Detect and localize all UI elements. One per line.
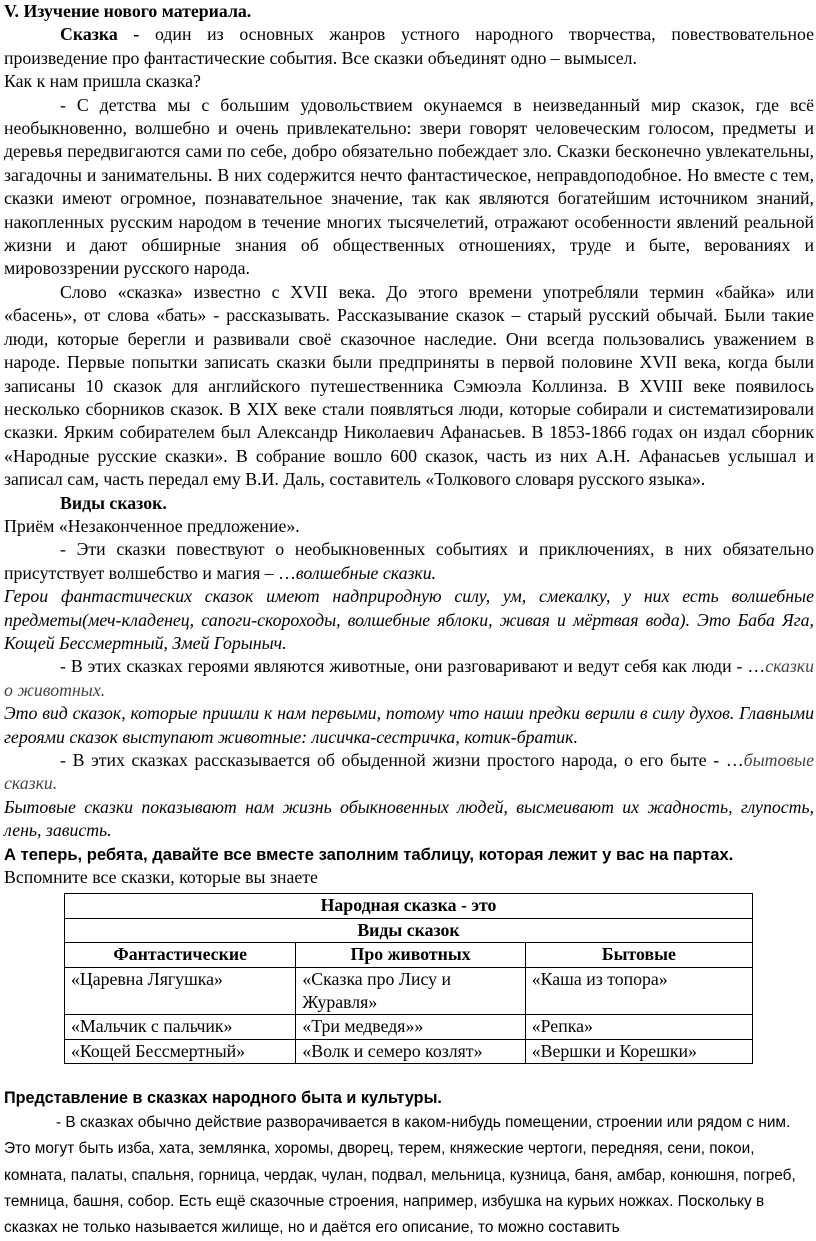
table-header-row <box>65 943 753 967</box>
table-cell: «Сказка про Лису и Журавля» <box>296 967 525 1015</box>
magic-answer: волшебные сказки. <box>295 562 437 583</box>
everyday-answer: бытовые сказки. <box>4 750 814 794</box>
fairy-tale-table-wrap <box>64 893 753 1064</box>
table-cell: «Вершки и Корешки» <box>525 1039 752 1063</box>
table-row <box>65 1039 753 1063</box>
everyday-lead-text: - В этих сказках рассказывается об обыденной жизни простого народа, о его быте - … <box>60 750 744 770</box>
everyday-description: Бытовые сказки показывают нам жизнь обыкновенных людей, высмеивают их жадность, глупость, лень, зависть. <box>4 796 814 841</box>
definition-term: Сказка - <box>60 24 140 45</box>
paragraph-childhood: - С детства мы с большим удовольствием окунаемся в неизведанный мир сказок, где всё необыкновенно, волшебно и очень привлекательно: звери говорят человеческим голосом, предметы и деревья передвигаются сами по себе, добро обязательно побеждает зло. Сказки бесконечно увлекательны, загадочны и занимательны. В них содержится нечто фантастическое, неправдоподобное. Но вместе с тем, сказки имеют огромное, познавательное значение, так как являются богатейшим источником знаний, накопленных русским народом в течение многих тысячелетий, отражают особенности явлений реальной жизни и дают обширные знания об общественных отношениях, труде и быте, верованиях и мировоззрении русского народа. <box>4 94 814 279</box>
table-cell: «Кощей Бессмертный» <box>65 1039 296 1063</box>
everyday-lead <box>4 749 814 796</box>
magic-description: Герои фантастических сказок имеют надприродную силу, ум, смекалку, у них есть волшебные предметы(меч-кладенец, сапоги-скороходы, волшебные яблоки, живая и мёртвая вода). Это Баба Яга, Кощей Бессмертный, Змей Горыныч. <box>4 586 814 653</box>
table-subtitle: Виды сказок <box>65 918 753 942</box>
table-title: Народная сказка - это <box>65 894 753 918</box>
table-cell: «Репка» <box>525 1015 752 1039</box>
culture-heading: Представление в сказках народного быта и культуры. <box>4 1089 442 1108</box>
culture-paragraph: - В сказках обычно действие разворачивается в каком-нибудь помещении, строении или рядом с ним. Это могут быть изба, хата, землянка, хоромы, дворец, терем, княжеские чертоги, передняя, сени, покои, комната, палаты, спальня, горница, чердак, чулан, подвал, мельница, кузница, баня, амбар, конюшня, погреб, темница, башня, собор. Есть ещё сказочные строения, например, избушка на курьих ножках. Поскольку в сказках не только называется жилище, но и даётся его описание, то можно составить <box>4 1114 796 1237</box>
recall-line: Вспомните все сказки, которые вы знаете <box>4 867 318 888</box>
types-heading: Виды сказок. <box>60 492 167 513</box>
header-everyday: Бытовые <box>525 943 752 967</box>
table-row <box>65 1015 753 1039</box>
question-line: Как к нам пришла сказка? <box>4 71 201 92</box>
definition-text: один из основных жанров устного народного творчества, повествовательное произведение про фантастические события. Все сказки объединят одно – вымысел. <box>4 24 814 68</box>
paragraph-history: Слово «сказка» известно с XVII века. До этого времени употребляли термин «байка» или «басень», от слова «бать» - рассказывать. Рассказывание сказок – старый русский обычай. Были такие люди, которые берегли и развивали своё сказочное наследие. Они всегда пользовались уважением в народе. Первые попытки записать сказки были предприняты в первой половине XVII века, когда были записаны 10 сказок для английского путешественника Сэмюэла Коллинза. В XVIII веке появилось несколько сборников сказок. В XIX веке стали появляться люди, которые собирали и систематизировали сказки. Ярким собирателем был Александр Николаевич Афанасьев. В 1853-1866 годах он издал сборник «Народные русские сказки». В собрание вошло 600 сказок, часть из них А.Н. Афанасьев услышал и записал сам, часть передал ему В.И. Даль, составитель «Толкового словаря русского языка». <box>4 281 814 490</box>
technique-line: Приём «Незаконченное предложение». <box>4 515 300 536</box>
table-row <box>65 967 753 1015</box>
animal-answer: сказки о животных. <box>4 656 814 700</box>
table-cell: «Царевна Лягушка» <box>65 967 296 1015</box>
table-cell: «Мальчик с пальчик» <box>65 1015 296 1039</box>
table-intro: А теперь, ребята, давайте все вместе заполним таблицу, которая лежит у вас на партах. <box>4 844 734 864</box>
magic-lead-text: - Эти сказки повествуют о необыкновенных событиях и приключениях, в них обязательно присутствует волшебство и магия – … <box>4 539 814 583</box>
magic-lead <box>4 538 814 585</box>
table-cell: «Три медведя»» <box>296 1015 525 1039</box>
table-cell: «Каша из топора» <box>525 967 752 1015</box>
definition-paragraph <box>4 23 814 70</box>
header-animals: Про животных <box>296 943 525 967</box>
section-heading: V. Изучение нового материала. <box>4 1 252 21</box>
table-cell: «Волк и семеро козлят» <box>296 1039 525 1063</box>
header-fantastic: Фантастические <box>65 943 296 967</box>
animal-description: Это вид сказок, которые пришли к нам первыми, потому что наши предки верили в силу духов. Главными героями сказок выступают животные: лисичка-сестричка, котик-братик. <box>4 703 814 747</box>
animal-lead-text: - В этих сказках героями являются животные, они разговаривают и ведут себя как люди - … <box>60 656 766 677</box>
animal-lead <box>4 655 814 702</box>
fairy-tale-table <box>64 893 753 1064</box>
